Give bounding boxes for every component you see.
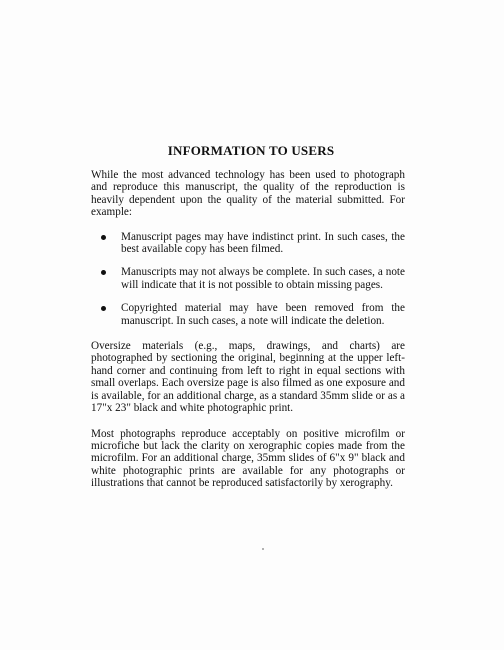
bullet-icon bbox=[101, 235, 106, 240]
scan-speck bbox=[262, 548, 264, 550]
bullet-text: Manuscripts may not always be complete. In such cases, a note will indicate that it is not possible to obtain missing pages. bbox=[121, 266, 405, 291]
list-item bbox=[91, 231, 405, 256]
bullet-text: Copyrighted material may have been removed from the manuscript. In such cases, a note will indicate the deletion. bbox=[121, 302, 405, 327]
bullet-list bbox=[91, 231, 405, 327]
notice-content bbox=[91, 143, 405, 490]
list-item bbox=[91, 266, 405, 291]
page-title: INFORMATION TO USERS bbox=[167, 143, 335, 158]
bullet-icon bbox=[101, 270, 106, 275]
photographs-paragraph: Most photographs reproduce acceptably on positive microfilm or microfiche but lack the clarity on xerographic copies made from the microfilm. For an additional charge, 35mm slides of 6"x 9" black and white photographic prints are available for any photographs or illustrations that cannot be reproduced satisfactorily by xerography. bbox=[91, 427, 405, 490]
oversize-paragraph: Oversize materials (e.g., maps, drawings, and charts) are photographed by sectioning the original, beginning at the upper left-hand corner and continuing from left to right in equal sections with small overlaps. Each oversize page is also filmed as one exposure and is available, for an additional charge, as a standard 35mm slide or as a 17"x 23" black and white photographic print. bbox=[91, 340, 405, 415]
bullet-icon bbox=[101, 306, 106, 311]
bullet-text: Manuscript pages may have indistinct print. In such cases, the best available copy has been filmed. bbox=[121, 230, 405, 256]
intro-paragraph: While the most advanced technology has been used to photograph and reproduce this manuscript, the quality of the reproduction is heavily dependent upon the quality of the material submitted. For example: bbox=[91, 169, 405, 219]
list-item bbox=[91, 302, 405, 327]
